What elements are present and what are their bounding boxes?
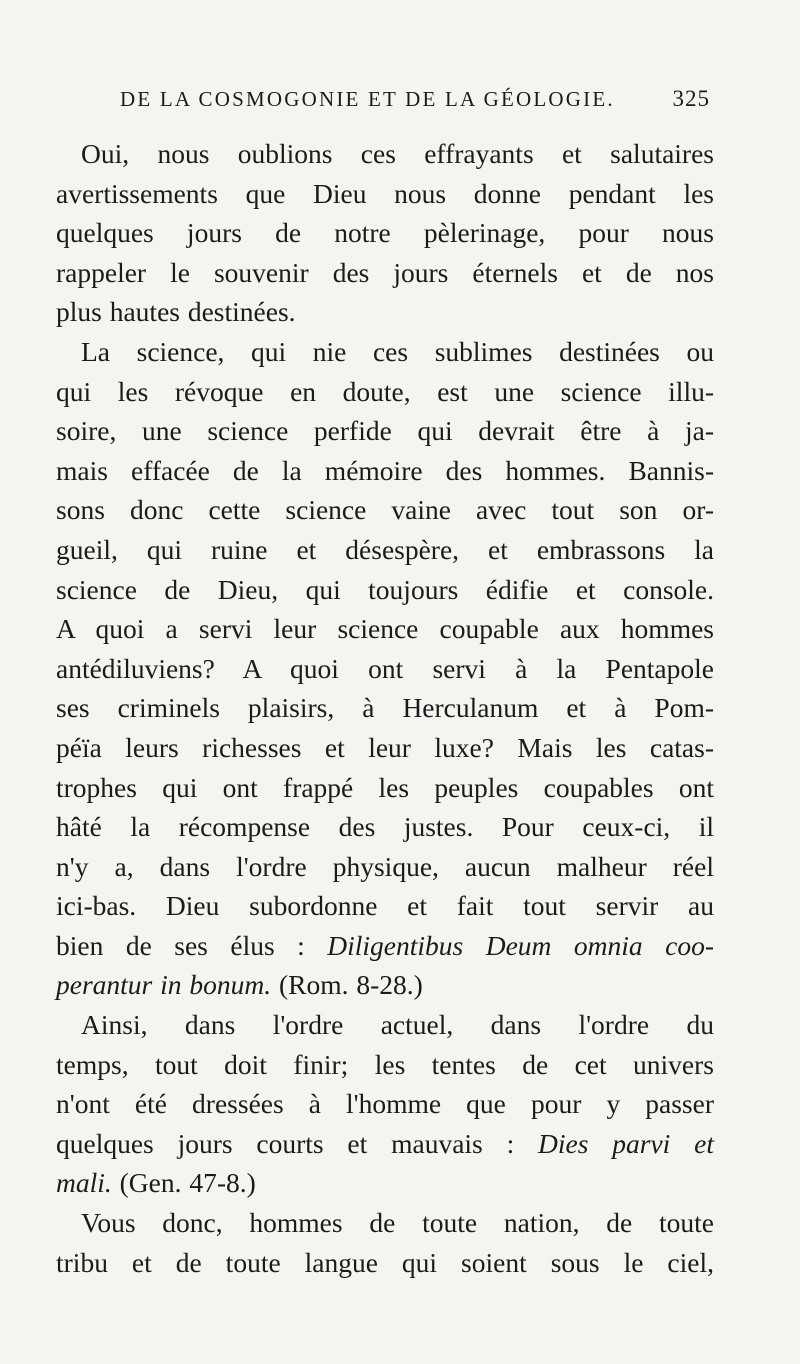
text-line: Oui, nous oublions ces effrayants et salutaires	[81, 138, 714, 169]
text-line: avertissements que Dieu nous donne pendant les	[56, 177, 714, 209]
text-line: trophes qui ont frappé les peuples coupables ont	[56, 771, 714, 803]
text-line: antédiluviens? A quoi ont servi à la Pentapole	[56, 652, 714, 684]
text-line: quelques jours courts et mauvais : Dies parvi et	[56, 1127, 714, 1159]
citation: (Rom. 8-28.)	[271, 969, 423, 1001]
running-title: DE LA COSMOGONIE ET DE LA GÉOLOGIE.	[120, 87, 615, 111]
text-line: bien de ses élus : Diligentibus Deum omnia coo-	[56, 929, 714, 961]
text-line: plus hautes destinées.	[56, 296, 296, 328]
text-line: tribu et de toute langue qui soient sous le ciel,	[56, 1246, 714, 1278]
text-line: science de Dieu, qui toujours édifie et console.	[56, 573, 714, 605]
text-line: péïa leurs richesses et leur luxe? Mais les catas-	[56, 731, 714, 763]
text-line: A quoi a servi leur science coupable aux hommes	[56, 613, 714, 645]
text-line: rappeler le souvenir des jours éternels et de nos	[56, 256, 714, 288]
text-line: La science, qui nie ces sublimes destinées ou	[81, 335, 714, 367]
citation: (Gen. 47-8.)	[111, 1167, 256, 1199]
text-line: ici-bas. Dieu subordonne et fait tout servir au	[56, 890, 714, 922]
text-line	[56, 1163, 714, 1203]
latin-quote: mali.	[56, 1167, 112, 1199]
text-line: n'y a, dans l'ordre physique, aucun malheur réel	[56, 850, 714, 882]
text-line: mais effacée de la mémoire des hommes. Bannis-	[56, 454, 714, 486]
text-line: ses criminels plaisirs, à Herculanum et à Pom-	[56, 692, 714, 724]
latin-quote: Diligentibus Deum omnia coo-	[327, 929, 714, 961]
text-line: soire, une science perfide qui devrait être à ja-	[56, 415, 714, 447]
text-line: Ainsi, dans l'ordre actuel, dans l'ordre du	[81, 1009, 714, 1041]
latin-quote: perantur in bonum.	[56, 969, 272, 1001]
text-line: hâté la récompense des justes. Pour ceux-ci, il	[56, 811, 714, 843]
latin-quote: Dies parvi et	[538, 1127, 714, 1159]
text-line: temps, tout doit finir; les tentes de cet univers	[56, 1048, 714, 1080]
text-line: Vous donc, hommes de toute nation, de toute	[81, 1207, 714, 1239]
text-line: quelques jours de notre pèlerinage, pour nous	[56, 217, 714, 249]
text-line: qui les révoque en doute, est une science illu-	[56, 375, 714, 407]
body-text	[56, 134, 714, 1282]
running-head	[120, 86, 710, 116]
page-number: 325	[672, 86, 710, 111]
text-line: n'ont été dressées à l'homme que pour y passer	[56, 1088, 714, 1120]
text-line: gueil, qui ruine et désespère, et embrassons la	[56, 533, 714, 565]
text-line: sons donc cette science vaine avec tout son or-	[56, 494, 714, 526]
text-line	[56, 965, 714, 1005]
